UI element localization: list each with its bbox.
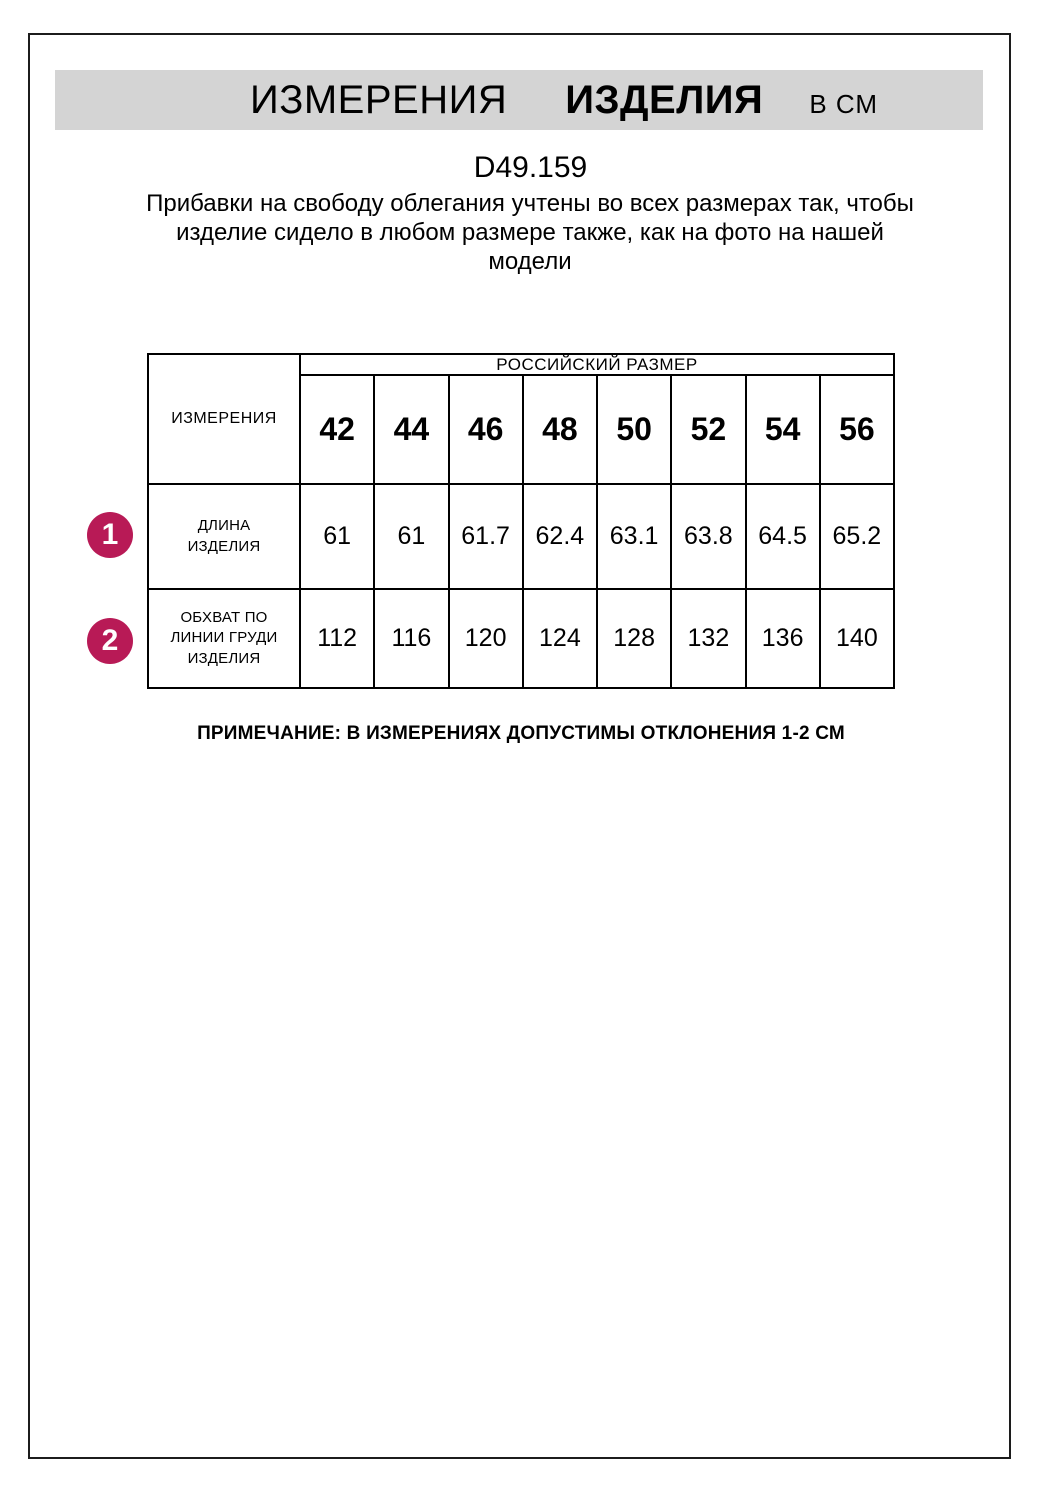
size-column-header: 46 [449,375,523,484]
measurement-value: 61 [300,484,374,589]
title-product-label: ИЗДЕЛИЯ [565,78,764,122]
size-column-header: 56 [820,375,894,484]
model-number: D49.159 [473,151,588,184]
title-units-label: В СМ [809,89,879,119]
row-marker-2-badge: 2 [87,618,133,664]
measurement-value: 61 [374,484,448,589]
fit-description: Прибавки на свободу облегания учтены во всех размерах так, чтобы изделие сидело в любом размере также, как на фото на нашей модели [146,190,914,275]
size-column-header: 52 [671,375,745,484]
size-column-header: 48 [523,375,597,484]
measurement-value: 64.5 [746,484,820,589]
measurement-label-text: ОБХВАТ ПО ЛИНИИ ГРУДИ ИЗДЕЛИЯ [170,609,278,667]
size-column-header: 44 [374,375,448,484]
measurement-label [148,589,300,688]
table-row-length [148,484,894,589]
measurement-value: 132 [671,589,745,688]
size-table-container [147,353,895,689]
size-column-header: 42 [300,375,374,484]
measurement-value: 65.2 [820,484,894,589]
title-bar [55,70,983,130]
measurements-corner-header: ИЗМЕРЕНИЯ [148,354,300,484]
group-header-row [148,354,894,375]
measurement-value: 62.4 [523,484,597,589]
measurement-label [148,484,300,589]
tolerance-note: ПРИМЕЧАНИЕ: В ИЗМЕРЕНИЯХ ДОПУСТИМЫ ОТКЛОНЕНИЯ 1-2 СМ [197,723,845,744]
measurement-value: 128 [597,589,671,688]
title-measurements-label: ИЗМЕРЕНИЯ [249,78,508,122]
measurement-value: 61.7 [449,484,523,589]
measurement-value: 124 [523,589,597,688]
measurement-label-text: ДЛИНА ИЗДЕЛИЯ [187,517,261,555]
measurement-value: 136 [746,589,820,688]
measurement-value: 116 [374,589,448,688]
row-marker-1-badge: 1 [87,512,133,558]
measurement-value: 120 [449,589,523,688]
measurement-value: 140 [820,589,894,688]
measurement-value: 63.1 [597,484,671,589]
measurement-value: 112 [300,589,374,688]
size-column-header: 54 [746,375,820,484]
russian-size-group-header: РОССИЙСКИЙ РАЗМЕР [300,354,894,375]
page-title [250,70,878,139]
size-table [147,353,895,689]
measurement-value: 63.8 [671,484,745,589]
size-column-header: 50 [597,375,671,484]
table-row-chest [148,589,894,688]
